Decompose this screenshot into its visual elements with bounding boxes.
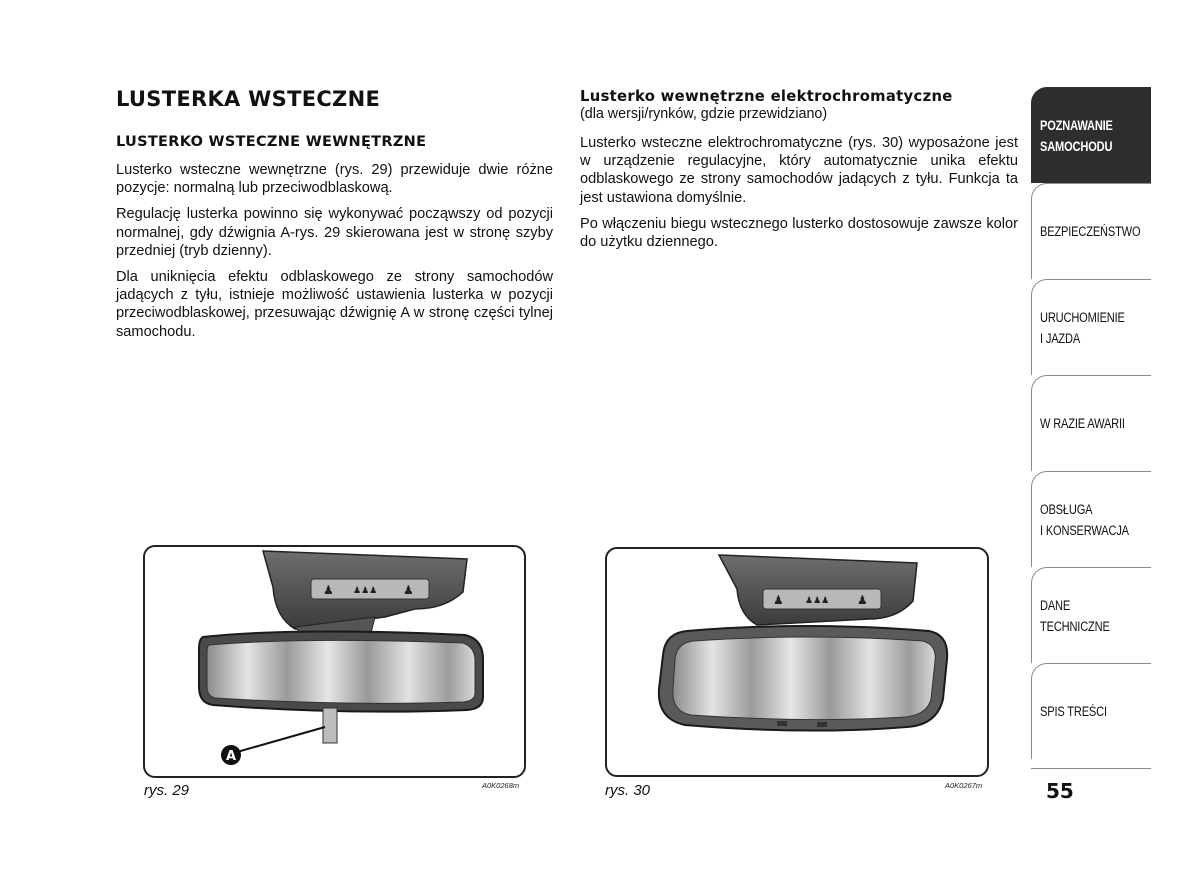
figure-rys-29: [143, 545, 526, 778]
svg-text:♟♟♟: ♟♟♟: [353, 586, 378, 596]
tab-obsluga-i-konserwacja[interactable]: [1031, 471, 1151, 567]
tab-label: OBSŁUGA I KONSERWACJA: [1040, 501, 1129, 538]
figure-caption: rys. 30: [605, 782, 651, 799]
figure-rys-30: [605, 547, 989, 777]
svg-text:♟: ♟: [773, 593, 784, 607]
tab-label: DANE TECHNICZNE: [1040, 597, 1110, 634]
svg-text:♟♟♟: ♟♟♟: [805, 596, 830, 606]
tab-label: BEZPIECZEŃSTWO: [1040, 224, 1141, 239]
svg-text:♟: ♟: [323, 583, 334, 597]
subsection-title: Lusterko wewnętrzne elektrochromatyczne: [580, 88, 953, 105]
tab-label: URUCHOMIENIE I JAZDA: [1040, 309, 1125, 346]
tab-bezpieczenstwo[interactable]: [1031, 183, 1151, 279]
tab-label: POZNAWANIE SAMOCHODU: [1040, 117, 1113, 154]
tab-uruchomienie-i-jazda[interactable]: [1031, 279, 1151, 375]
section-tabs: [1031, 87, 1151, 759]
rearview-mirror-illustration: [145, 547, 524, 776]
svg-text:♟: ♟: [403, 583, 414, 597]
electrochromic-mirror-illustration: [607, 549, 987, 775]
tab-label: W RAZIE AWARII: [1040, 416, 1125, 431]
tab-dane-techniczne[interactable]: [1031, 567, 1151, 663]
section-subtitle: LUSTERKO WSTECZNE WEWNĘTRZNE: [116, 134, 427, 150]
paragraph: Dla uniknięcia efektu odblaskowego ze strony samochodów jadących z tyłu, istnieje możliwość ustawienia lusterka w pozycji przeciwodblaskowej, przesuwając dźwignię A w stronę części tylnej samochodu.: [116, 269, 553, 340]
tab-spis-tresci[interactable]: [1031, 663, 1151, 759]
figure-code: A0K0268m: [482, 781, 520, 790]
right-column: [580, 86, 1018, 251]
paragraph: Lusterko wsteczne wewnętrzne (rys. 29) przewiduje dwie różne pozycje: normalną lub przeciwodblaskową.: [116, 162, 553, 197]
paragraph: Po włączeniu biegu wstecznego lusterko dostosowuje zawsze kolor do użytku dziennego.: [580, 215, 1018, 251]
section-title: LUSTERKA WSTECZNE: [116, 87, 381, 111]
figure-caption: rys. 29: [144, 782, 190, 799]
figure-code: A0K0267m: [945, 781, 983, 790]
paragraph: Lusterko wsteczne elektrochromatyczne (rys. 30) wyposażone jest w urządzenie regulacyjne, który automatycznie unika efektu odblaskowego ze strony samochodów jadących z tyłu. Funkcja ta jest ustawiona domyślnie.: [580, 135, 1018, 206]
tab-w-razie-awarii[interactable]: [1031, 375, 1151, 471]
svg-text:♟: ♟: [857, 593, 868, 607]
tab-label: SPIS TREŚCI: [1040, 704, 1107, 719]
paragraph: Regulację lusterka powinno się wykonywać począwszy od pozycji normalnej, gdy dźwignia A-rys. 29 skierowana jest w stronę szyby przedniej (tryb dzienny).: [116, 206, 553, 259]
tabs-bottom-rule: [1031, 768, 1151, 769]
callout-a-label: A: [226, 749, 237, 764]
tab-poznawanie-samochodu[interactable]: [1031, 87, 1151, 183]
left-column: [116, 86, 553, 341]
availability-note: (dla wersji/rynków, gdzie przewidziano): [580, 106, 828, 122]
page-number: 55: [1046, 779, 1074, 803]
